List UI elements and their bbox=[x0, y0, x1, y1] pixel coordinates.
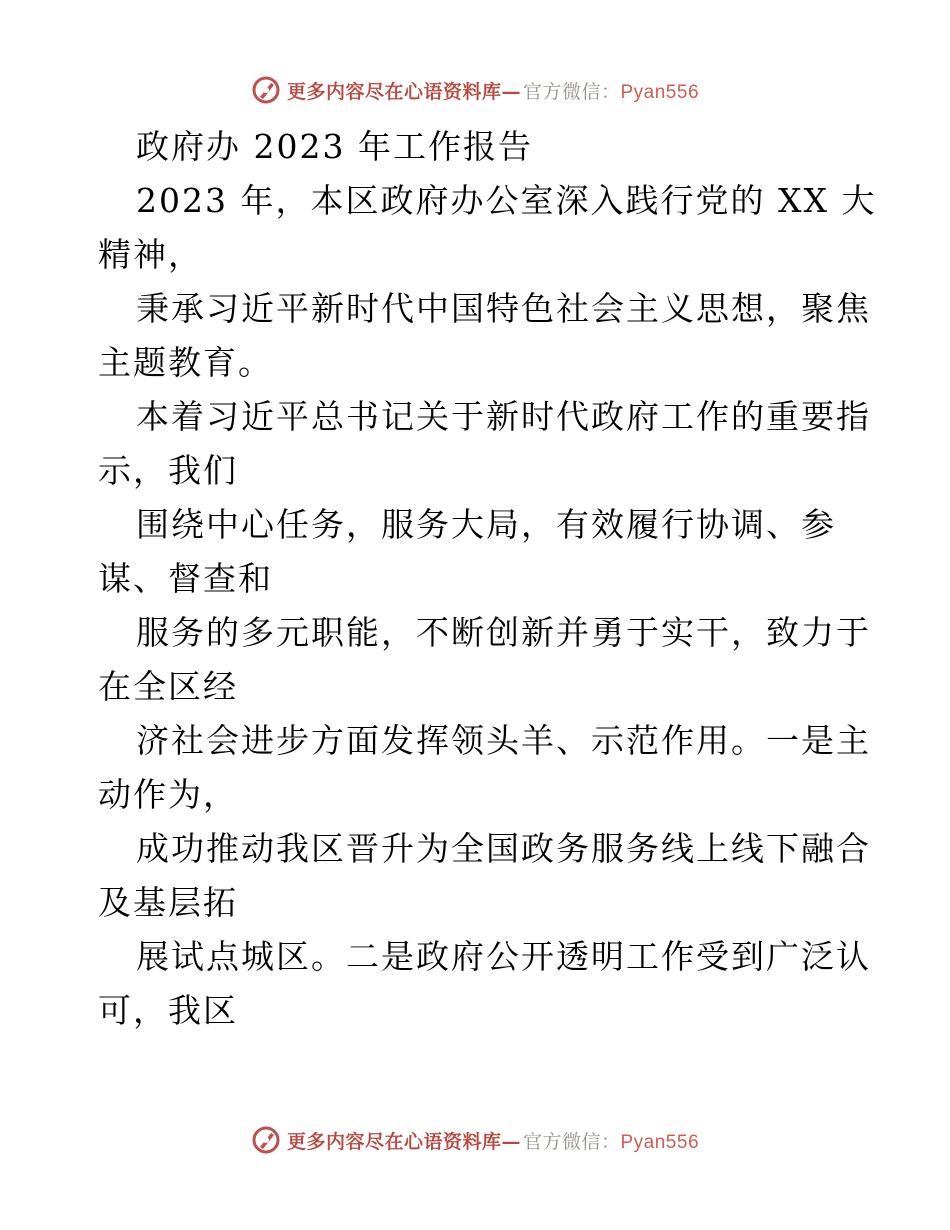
header-watermark bbox=[0, 70, 950, 110]
watermark-handle: Pyan556 bbox=[620, 81, 700, 103]
pen-in-circle-icon bbox=[251, 1125, 281, 1155]
paragraph-line: 围绕中心任务，服务大局，有效履行协调、参 bbox=[136, 505, 836, 544]
paragraph-line: 服务的多元职能，不断创新并勇于实干，致力于 bbox=[136, 613, 871, 652]
watermark-site-text: 更多内容尽在心语资料库— bbox=[286, 80, 521, 103]
paragraph-line: 示，我们 bbox=[98, 451, 238, 490]
paragraph-line: 成功推动我区晋升为全国政务服务线上线下融合 bbox=[136, 829, 871, 868]
paragraph-line: 2023 年，本区政府办公室深入践行党的 XX 大 bbox=[136, 181, 877, 220]
paragraph-line: 济社会进步方面发挥领头羊、示范作用。一是主 bbox=[136, 721, 871, 760]
footer-watermark bbox=[0, 1120, 950, 1160]
paragraph-line: 主题教育。 bbox=[98, 343, 273, 382]
paragraph-line: 在全区经 bbox=[98, 667, 238, 706]
watermark-text bbox=[287, 1127, 699, 1154]
watermark-label: 官方微信： bbox=[522, 1130, 621, 1153]
watermark-label: 官方微信： bbox=[522, 80, 621, 103]
watermark-handle: Pyan556 bbox=[620, 1131, 700, 1153]
watermark-site-text: 更多内容尽在心语资料库— bbox=[286, 1130, 521, 1153]
paragraph-line: 秉承习近平新时代中国特色社会主义思想，聚焦 bbox=[136, 289, 871, 328]
pen-in-circle-icon bbox=[251, 75, 281, 105]
paragraph-line: 精神， bbox=[98, 235, 203, 274]
paragraph-line: 展试点城区。二是政府公开透明工作受到广泛认 bbox=[136, 937, 871, 976]
document-title: 政府办 2023 年工作报告 bbox=[136, 127, 533, 166]
paragraph-line: 谋、督查和 bbox=[98, 559, 273, 598]
paragraph-line: 可，我区 bbox=[98, 991, 238, 1030]
document-body bbox=[98, 120, 877, 1038]
watermark-text bbox=[287, 77, 699, 104]
paragraph-line: 本着习近平总书记关于新时代政府工作的重要指 bbox=[136, 397, 871, 436]
paragraph-line: 及基层拓 bbox=[98, 883, 238, 922]
paragraph-line: 动作为， bbox=[98, 775, 238, 814]
